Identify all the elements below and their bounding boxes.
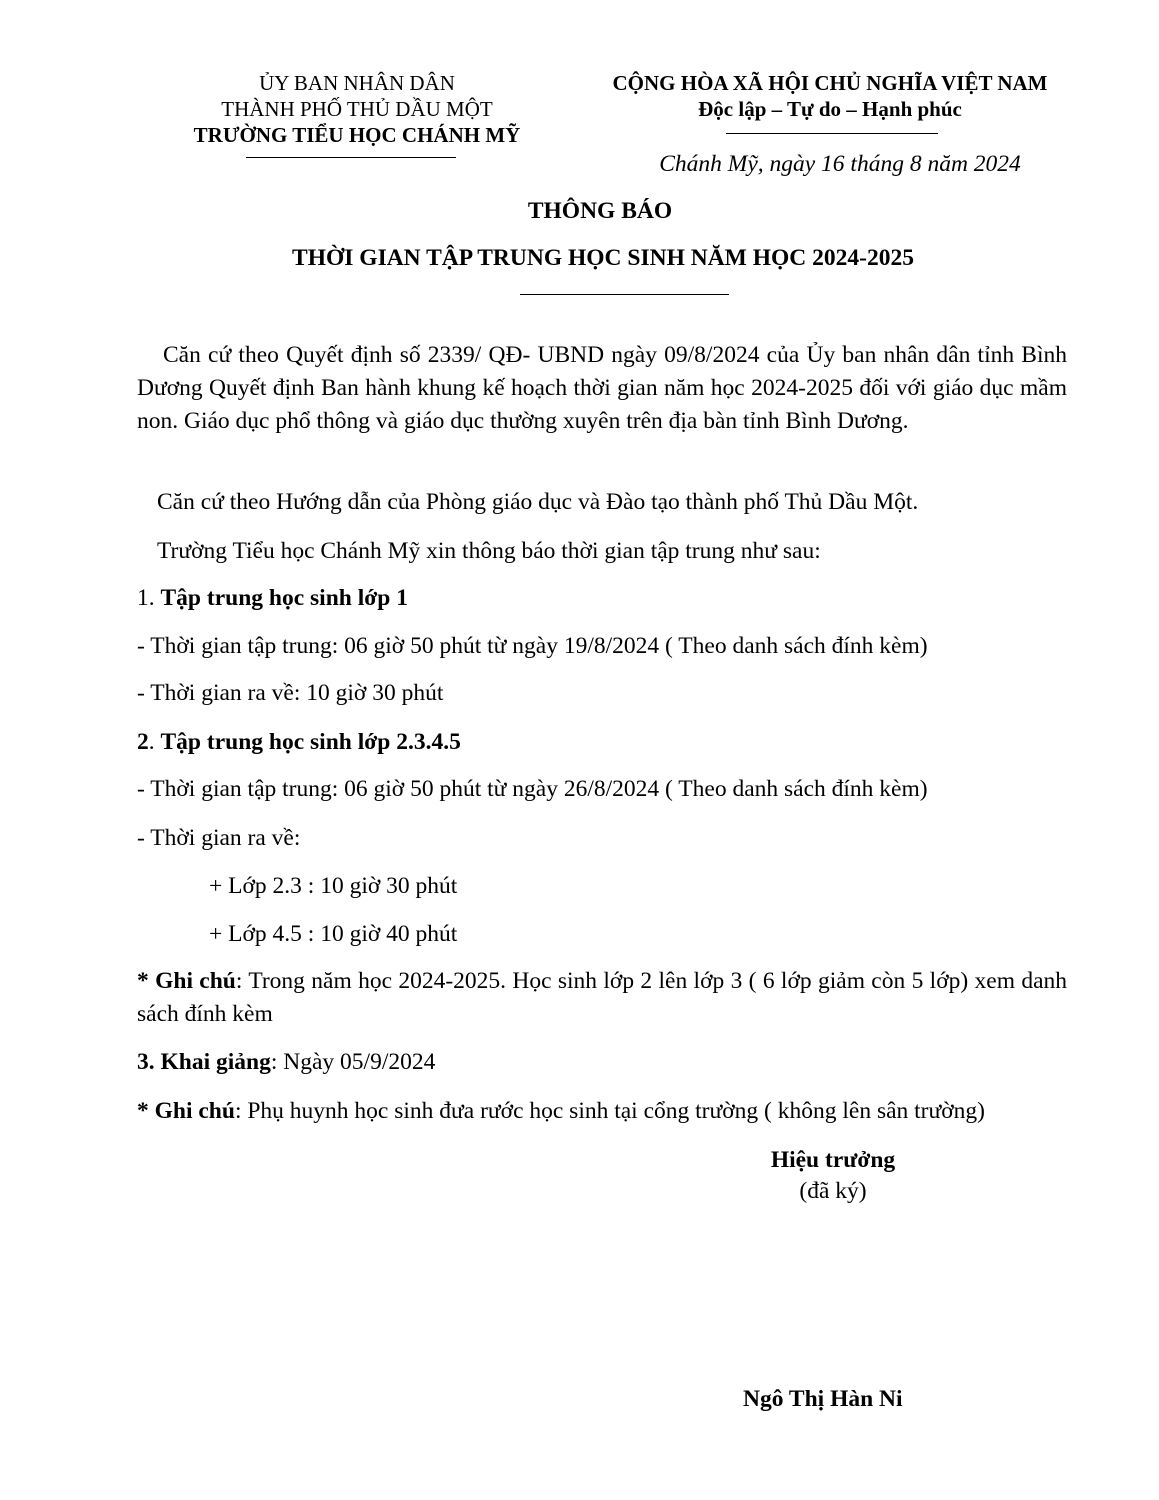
note-2-label: Ghi chú xyxy=(154,1098,235,1124)
school-name: TRƯỜNG TIỂU HỌC CHÁNH MỸ xyxy=(193,123,521,147)
section-3-text: : Ngày 05/9/2024 xyxy=(270,1049,436,1075)
note-1-label: Ghi chú xyxy=(155,968,236,994)
note-2-text: : Phụ huynh học sinh đưa rước học sinh tại cổng trường ( không lên sân trường) xyxy=(234,1098,985,1124)
document-date: Chánh Mỹ, ngày 16 tháng 8 năm 2024 xyxy=(659,151,1021,177)
national-motto: Độc lập – Tự do – Hạnh phúc xyxy=(698,97,962,121)
section-3 xyxy=(137,1046,435,1079)
motto-underline xyxy=(726,133,938,134)
signatory-name: Ngô Thị Hàn Ni xyxy=(743,1386,903,1412)
section-2-heading: 2. Tập trung học sinh lớp 2.3.4.5 xyxy=(137,729,461,755)
national-header xyxy=(586,70,1074,122)
section-2-number: 2 xyxy=(137,729,149,755)
section-1-gathering-time: - Thời gian tập trung: 06 giờ 50 phút từ ngày 19/8/2024 ( Theo danh sách đính kèm) xyxy=(137,633,928,659)
note-1-text: : Trong năm học 2024-2025. Học sinh lớp 2 lên lớp 3 ( 6 lớp giảm còn 5 lớp) xem danh sách đính kèm xyxy=(137,968,1068,1027)
signature-role: Hiệu trưởng xyxy=(770,1147,896,1173)
country-name: CỘNG HÒA XÃ HỘI CHỦ NGHĨA VIỆT NAM xyxy=(612,71,1048,95)
org-header-underline xyxy=(246,157,456,158)
signature-status: (đã ký) xyxy=(799,1178,867,1204)
section-2-dismissal-grade-4-5: + Lớp 4.5 : 10 giờ 40 phút xyxy=(209,921,458,947)
section-2-title: Tập trung học sinh lớp 2.3.4.5 xyxy=(160,729,461,755)
paragraph-legal-basis-1: Căn cứ theo Quyết định số 2339/ QĐ- UBND ngày 09/8/2024 của Ủy ban nhân dân tỉnh Bình Dương Quyết định Ban hành khung kế hoạch thời gian năm học 2024-2025 đối với giáo dục mầm non. Giáo dục phổ thông và giáo dục thường xuyên trên địa bàn tỉnh Bình Dương. xyxy=(137,342,1067,434)
section-2-dismissal-grade-2-3: + Lớp 2.3 : 10 giờ 30 phút xyxy=(209,873,458,899)
section-2-gathering-time: - Thời gian tập trung: 06 giờ 50 phút từ ngày 26/8/2024 ( Theo danh sách đính kèm) xyxy=(137,776,928,802)
org-level-1: ỦY BAN NHÂN DÂN xyxy=(259,71,455,95)
section-3-label: 3. Khai giảng xyxy=(137,1049,271,1075)
document-title: THÔNG BÁO xyxy=(527,198,673,224)
org-level-2: THÀNH PHỐ THỦ DẦU MỘT xyxy=(221,97,493,121)
note-2: * Ghi chú: Phụ huynh học sinh đưa rước học sinh tại cổng trường ( không lên sân trường) xyxy=(137,1098,985,1124)
note-1: * Ghi chú: Trong năm học 2024-2025. Học sinh lớp 2 lên lớp 3 ( 6 lớp giảm còn 5 lớp) xem danh sách đính kèm xyxy=(137,968,1068,1027)
paragraph-intro: Trường Tiểu học Chánh Mỹ xin thông báo thời gian tập trung như sau: xyxy=(157,538,821,564)
title-underline xyxy=(520,294,729,295)
paragraph-legal-basis-2: Căn cứ theo Hướng dẫn của Phòng giáo dục và Đào tạo thành phố Thủ Dầu Một. xyxy=(157,489,919,515)
section-1-title: Tập trung học sinh lớp 1 xyxy=(160,585,408,611)
section-1-number: 1 xyxy=(137,585,149,611)
section-1-dismissal-time: - Thời gian ra về: 10 giờ 30 phút xyxy=(137,680,444,706)
section-2-dismissal-label: - Thời gian ra về: xyxy=(137,825,301,851)
org-header xyxy=(170,70,544,148)
section-1-heading: 1. Tập trung học sinh lớp 1 xyxy=(137,585,408,611)
document-subtitle: THỜI GIAN TẬP TRUNG HỌC SINH NĂM HỌC 2024-2025 xyxy=(292,245,914,271)
